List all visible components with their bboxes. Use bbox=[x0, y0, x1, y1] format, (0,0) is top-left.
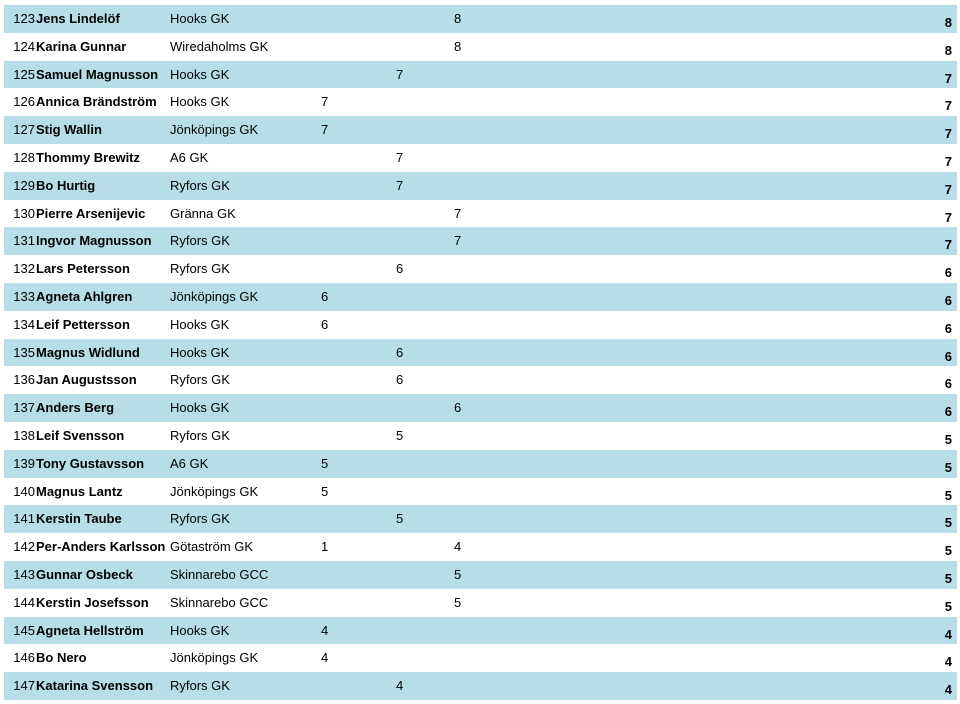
round-2-score: 5 bbox=[396, 511, 404, 527]
rank-cell: 131 bbox=[13, 233, 35, 249]
club-name: A6 GK bbox=[170, 455, 209, 471]
table-row bbox=[4, 589, 957, 617]
round-2-score: 6 bbox=[396, 344, 404, 360]
rank-cell: 147 bbox=[13, 678, 35, 694]
total-score: 5 bbox=[944, 543, 952, 559]
table-row bbox=[4, 61, 957, 89]
round-2-score: 7 bbox=[396, 177, 404, 193]
total-score: 6 bbox=[944, 404, 952, 420]
club-name: Hooks GK bbox=[170, 66, 230, 82]
player-name: Ingvor Magnusson bbox=[36, 233, 152, 249]
round-2-score: 5 bbox=[396, 427, 404, 443]
club-name: Jönköpings GK bbox=[170, 122, 259, 138]
club-name: Gränna GK bbox=[170, 205, 236, 221]
round-2-score: 7 bbox=[396, 66, 404, 82]
table-row bbox=[4, 144, 957, 172]
round-1-score: 7 bbox=[321, 122, 329, 138]
club-name: Ryfors GK bbox=[170, 177, 230, 193]
total-score: 6 bbox=[944, 265, 952, 281]
table-row bbox=[4, 200, 957, 228]
table-row bbox=[4, 450, 957, 478]
club-name: Ryfors GK bbox=[170, 427, 230, 443]
round-3-score: 5 bbox=[454, 566, 462, 582]
rank-cell: 134 bbox=[13, 316, 35, 332]
rank-cell: 140 bbox=[13, 483, 35, 499]
rank-cell: 142 bbox=[13, 539, 35, 555]
rank-cell: 133 bbox=[13, 288, 35, 304]
table-row bbox=[4, 116, 957, 144]
club-name: Jönköpings GK bbox=[170, 650, 259, 666]
round-3-score: 6 bbox=[454, 400, 462, 416]
round-1-score: 7 bbox=[321, 94, 329, 110]
table-row bbox=[4, 227, 957, 255]
player-name: Leif Pettersson bbox=[36, 316, 130, 332]
club-name: Jönköpings GK bbox=[170, 483, 259, 499]
rank-cell: 126 bbox=[13, 94, 35, 110]
total-score: 4 bbox=[944, 682, 952, 698]
round-3-score: 7 bbox=[454, 233, 462, 249]
round-1-score: 6 bbox=[321, 288, 329, 304]
table-row bbox=[4, 339, 957, 367]
rank-cell: 144 bbox=[13, 594, 35, 610]
total-score: 7 bbox=[944, 181, 952, 197]
table-row bbox=[4, 644, 957, 672]
rank-cell: 135 bbox=[13, 344, 35, 360]
player-name: Thommy Brewitz bbox=[36, 149, 141, 165]
table-row bbox=[4, 283, 957, 311]
player-name: Annica Brändström bbox=[36, 94, 157, 110]
total-score: 6 bbox=[944, 376, 952, 392]
player-name: Bo Nero bbox=[36, 650, 87, 666]
rank-cell: 125 bbox=[13, 66, 35, 82]
results-table bbox=[4, 5, 957, 700]
table-row bbox=[4, 88, 957, 116]
player-name: Samuel Magnusson bbox=[36, 66, 159, 82]
club-name: Wiredaholms GK bbox=[170, 38, 269, 54]
total-score: 7 bbox=[944, 98, 952, 114]
table-row bbox=[4, 478, 957, 506]
table-row bbox=[4, 255, 957, 283]
round-2-score: 6 bbox=[396, 372, 404, 388]
rank-cell: 146 bbox=[13, 650, 35, 666]
total-score: 7 bbox=[944, 209, 952, 225]
club-name: Ryfors GK bbox=[170, 511, 230, 527]
club-name: Hooks GK bbox=[170, 344, 230, 360]
rank-cell: 141 bbox=[13, 511, 35, 527]
total-score: 7 bbox=[944, 126, 952, 142]
player-name: Lars Petersson bbox=[36, 261, 130, 277]
total-score: 8 bbox=[944, 42, 952, 58]
player-name: Jan Augustsson bbox=[36, 372, 137, 388]
rank-cell: 139 bbox=[13, 455, 35, 471]
club-name: Skinnarebo GCC bbox=[170, 594, 269, 610]
player-name: Agneta Hellström bbox=[36, 622, 144, 638]
club-name: Hooks GK bbox=[170, 622, 230, 638]
player-name: Jens Lindelöf bbox=[36, 11, 120, 26]
table-row bbox=[4, 172, 957, 200]
club-name: A6 GK bbox=[170, 149, 209, 165]
round-1-score: 4 bbox=[321, 622, 329, 638]
total-score: 7 bbox=[944, 70, 952, 86]
table-row bbox=[4, 422, 957, 450]
rank-cell: 129 bbox=[13, 177, 35, 193]
round-1-score: 4 bbox=[321, 650, 329, 666]
table-row bbox=[4, 366, 957, 394]
round-3-score: 8 bbox=[454, 38, 462, 54]
round-1-score: 5 bbox=[321, 483, 329, 499]
rank-cell: 124 bbox=[13, 38, 35, 54]
player-name: Kerstin Josefsson bbox=[36, 594, 149, 610]
club-name: Hooks GK bbox=[170, 11, 230, 26]
player-name: Anders Berg bbox=[36, 400, 115, 416]
player-name: Gunnar Osbeck bbox=[36, 566, 133, 582]
rank-cell: 130 bbox=[13, 205, 35, 221]
round-1-score: 6 bbox=[321, 316, 329, 332]
player-name: Stig Wallin bbox=[36, 122, 102, 138]
rank-cell: 138 bbox=[13, 427, 35, 443]
round-2-score: 4 bbox=[396, 678, 404, 694]
player-name: Kerstin Taube bbox=[36, 511, 122, 527]
player-name: Karina Gunnar bbox=[36, 38, 127, 54]
total-score: 6 bbox=[944, 348, 952, 364]
player-name: Leif Svensson bbox=[36, 427, 125, 443]
total-score: 4 bbox=[944, 654, 952, 670]
player-name: Per-Anders Karlsson bbox=[36, 539, 166, 555]
player-name: Agneta Ahlgren bbox=[36, 288, 133, 304]
total-score: 5 bbox=[944, 487, 952, 503]
club-name: Jönköpings GK bbox=[170, 288, 259, 304]
total-score: 7 bbox=[944, 237, 952, 253]
rank-cell: 137 bbox=[13, 400, 35, 416]
total-score: 5 bbox=[944, 431, 952, 447]
total-score: 5 bbox=[944, 570, 952, 586]
club-name: Ryfors GK bbox=[170, 372, 230, 388]
player-name: Bo Hurtig bbox=[36, 177, 96, 193]
round-3-score: 8 bbox=[454, 11, 462, 26]
round-3-score: 4 bbox=[454, 539, 462, 555]
rank-cell: 145 bbox=[13, 622, 35, 638]
club-name: Hooks GK bbox=[170, 400, 230, 416]
player-name: Katarina Svensson bbox=[36, 678, 154, 694]
round-1-score: 1 bbox=[321, 539, 329, 555]
club-name: Hooks GK bbox=[170, 316, 230, 332]
total-score: 5 bbox=[944, 515, 952, 531]
table-row bbox=[4, 561, 957, 589]
club-name: Skinnarebo GCC bbox=[170, 566, 269, 582]
total-score: 6 bbox=[944, 320, 952, 336]
table-row bbox=[4, 311, 957, 339]
club-name: Ryfors GK bbox=[170, 678, 230, 694]
rank-cell: 123 bbox=[13, 11, 35, 26]
rank-cell: 127 bbox=[13, 122, 35, 138]
table-row bbox=[4, 5, 957, 33]
total-score: 7 bbox=[944, 153, 952, 169]
table-row bbox=[4, 672, 957, 700]
player-name: Tony Gustavsson bbox=[36, 455, 145, 471]
table-row bbox=[4, 505, 957, 533]
total-score: 4 bbox=[944, 626, 952, 642]
club-name: Götaström GK bbox=[170, 539, 254, 555]
total-score: 8 bbox=[944, 15, 952, 30]
round-1-score: 5 bbox=[321, 455, 329, 471]
club-name: Ryfors GK bbox=[170, 261, 230, 277]
rank-cell: 143 bbox=[13, 566, 35, 582]
table-row bbox=[4, 33, 957, 61]
round-2-score: 7 bbox=[396, 149, 404, 165]
total-score: 5 bbox=[944, 598, 952, 614]
rank-cell: 128 bbox=[13, 149, 35, 165]
club-name: Hooks GK bbox=[170, 94, 230, 110]
club-name: Ryfors GK bbox=[170, 233, 230, 249]
player-name: Pierre Arsenijevic bbox=[36, 205, 146, 221]
table-row bbox=[4, 394, 957, 422]
rank-cell: 132 bbox=[13, 261, 35, 277]
player-name: Magnus Widlund bbox=[36, 344, 140, 360]
round-3-score: 7 bbox=[454, 205, 462, 221]
round-3-score: 5 bbox=[454, 594, 462, 610]
player-name: Magnus Lantz bbox=[36, 483, 123, 499]
table-row bbox=[4, 617, 957, 645]
total-score: 6 bbox=[944, 292, 952, 308]
rank-cell: 136 bbox=[13, 372, 35, 388]
table-row bbox=[4, 533, 957, 561]
round-2-score: 6 bbox=[396, 261, 404, 277]
total-score: 5 bbox=[944, 459, 952, 475]
